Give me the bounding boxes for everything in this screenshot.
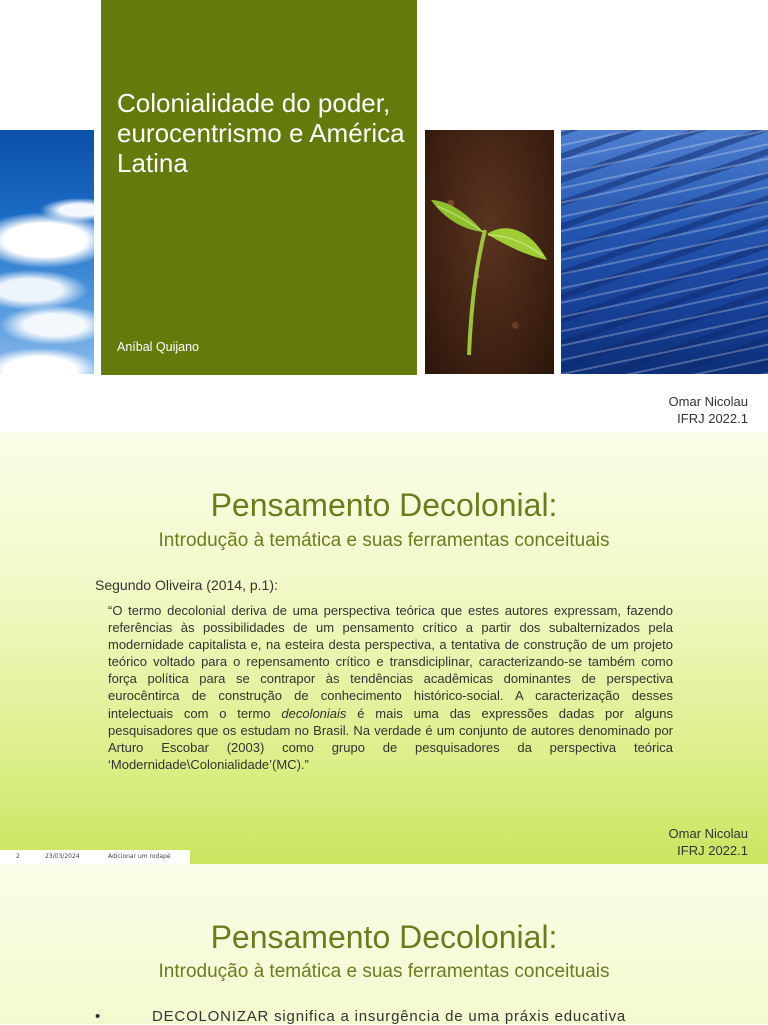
slide-2-subtitle: Introdução à temática e suas ferramentas conceituais <box>158 530 610 551</box>
presenter-org: IFRJ 2022.1 <box>677 411 748 426</box>
slide-1-author: Aníbal Quijano <box>117 340 200 354</box>
slide-1-presenter <box>669 393 748 427</box>
seedling-soil-photo <box>425 130 554 374</box>
slide-3-subtitle: Introdução à temática e suas ferramentas conceituais <box>158 961 610 982</box>
bullet-icon: • <box>95 1008 101 1025</box>
water-waves-photo <box>561 130 768 374</box>
presenter-name: Omar Nicolau <box>668 826 748 841</box>
quote-text-part1: “O termo decolonial deriva de uma perspectiva teórica que estes autores expressam, fazendo referências às possibilidades de um pensamento crítico a partir dos subalternizados pela modernidade capitalista e, na esteira desta perspectiva, a tentativa de construção de um projeto teórico voltado para o repensamento crítico e transdiciplinar, caracterizando-se também como força política para se contrapor às tendências acadêmicas dominantes de perspectiva eurocêntirca de construção de conhecimento histórico-social. A caracterização desses intelectuais com o termo <box>108 603 673 721</box>
slide-2-title: Pensamento Decolonial: <box>210 487 558 523</box>
title-panel <box>101 0 417 375</box>
sky-clouds-photo <box>0 130 94 374</box>
slide-footer <box>0 850 190 864</box>
slide-3-title: Pensamento Decolonial: <box>210 919 558 955</box>
footer-text[interactable]: Adicionar um rodapé <box>108 853 171 860</box>
slide-2-presenter <box>669 825 748 859</box>
quote-intro: Segundo Oliveira (2014, p.1): <box>95 577 278 593</box>
presenter-name: Omar Nicolau <box>668 394 748 409</box>
slide-2 <box>0 432 768 864</box>
footer-page-number: 2 <box>16 853 20 860</box>
quote-text-part2: é mais uma das expressões dadas por alguns pesquisadores que os estudam no Brasil. Na verdade é um conjunto de autores denominado por Arturo Escobar (2003) como grupo de pesquisadores da perspectiva teórica ‘Modernidade\Colonialidade’(MC).” <box>108 705 673 772</box>
seedling-icon <box>425 130 554 374</box>
quote-text-italic: decoloniais <box>281 705 347 721</box>
slide-3 <box>0 864 768 1024</box>
slide-1 <box>0 0 768 432</box>
slide-1-title: Colonialidade do poder, eurocentrismo e América Latina <box>117 88 405 178</box>
presenter-org: IFRJ 2022.1 <box>677 843 748 858</box>
bullet-text: DECOLONIZAR significa a insurgência de uma práxis educativa <box>152 1008 627 1025</box>
footer-date: 23/03/2024 <box>45 853 80 860</box>
quote-body <box>108 602 673 773</box>
